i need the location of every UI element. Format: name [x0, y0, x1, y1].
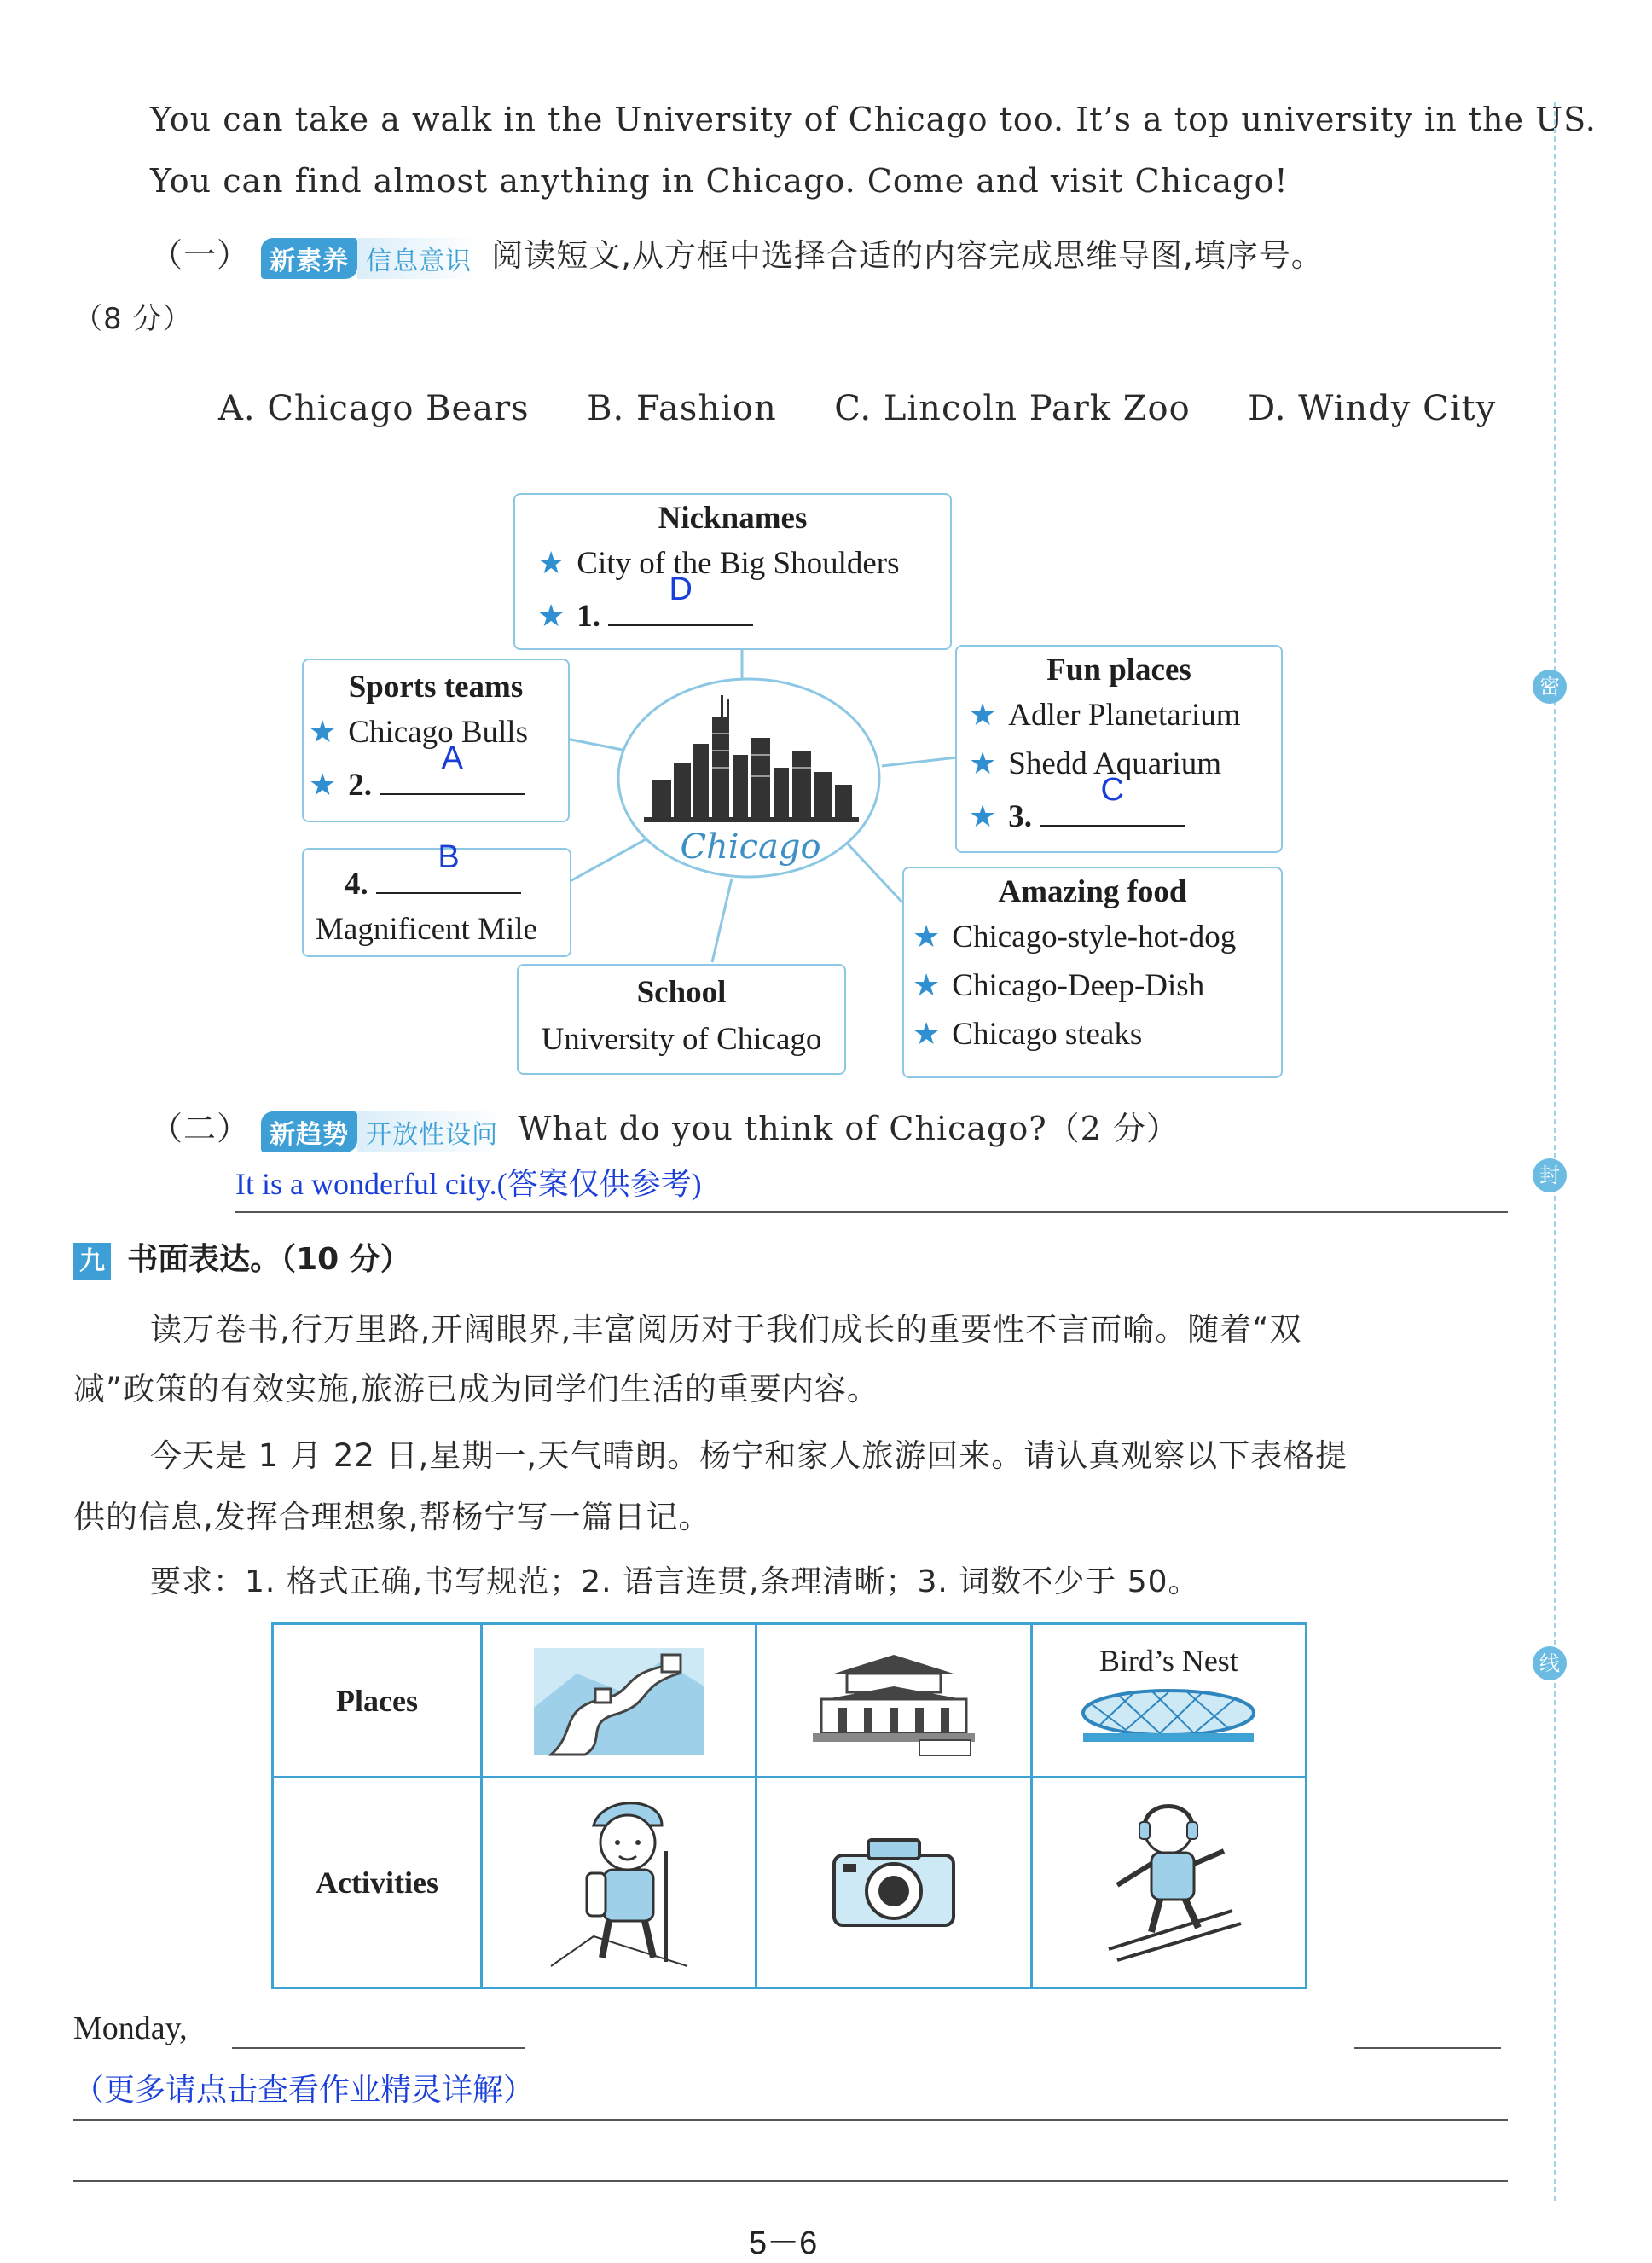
hiking-cell [482, 1778, 756, 1988]
fun-places-item-2: ★ Shedd Aquarium [969, 746, 1222, 781]
star-icon: ★ [969, 698, 997, 732]
sports-item-1: ★ Chicago Bulls [309, 715, 528, 750]
fun-places-title: Fun places [1046, 653, 1191, 688]
section9-p2b: 供的信息,发挥合理想象,帮杨宁写一篇日记。 [73, 1499, 711, 1535]
part2-header [150, 1102, 1180, 1152]
places-activities-table [271, 1622, 1307, 1989]
section9-p1: 读万卷书,行万里路,开阔眼界,丰富阅历对于我们成长的重要性不言而喻。随着“双 [150, 1311, 1302, 1348]
part2-tag: 新趋势 [261, 1111, 357, 1152]
section9-requirements: 要求：1. 格式正确,书写规范；2. 语言连贯,条理清晰；3. 词数不少于 50。 [150, 1564, 1200, 1599]
part1-number: （一） [150, 236, 251, 274]
seal-mark-xian: 线 [1533, 1646, 1567, 1680]
page-number: 5－6 [749, 2225, 818, 2261]
food-box [902, 867, 1283, 1078]
fun-places-item-1: ★ Adler Planetarium [969, 698, 1241, 733]
part2-answer-line [235, 1211, 1508, 1213]
star-icon: ★ [309, 715, 337, 749]
great-wall-icon [525, 1639, 713, 1759]
passage-line-1: You can take a walk in the University of Chicago too. It’s a top university in the US. [150, 101, 1597, 138]
writing-line-1[interactable] [73, 2119, 1508, 2121]
tiananmen-icon [800, 1639, 988, 1759]
star-icon: ★ [913, 968, 941, 1002]
sports-title: Sports teams [348, 670, 524, 705]
camera-cell [756, 1778, 1031, 1988]
great-wall-cell [482, 1624, 756, 1778]
answer-blank-2[interactable] [380, 740, 525, 795]
diary-date-line[interactable] [232, 2047, 525, 2049]
binding-line [1554, 102, 1556, 2201]
sports-blank: ★ 2. A [309, 763, 568, 804]
school-box [517, 964, 846, 1075]
seal-mark-feng: 封 [1533, 1158, 1567, 1192]
writing-line-2[interactable] [73, 2180, 1508, 2182]
birds-nest-label: Bird’s Nest [1098, 1643, 1238, 1678]
star-icon: ★ [969, 799, 997, 833]
section9-title: 书面表达。（10 分） [127, 1242, 411, 1277]
passage-line-2: You can find almost anything in Chicago. Come and visit Chicago! [150, 162, 1289, 200]
diary-more-link[interactable]: （更多请点击查看作业精灵详解） [73, 2073, 535, 2108]
shopping-item-1: Magnificent Mile [316, 912, 537, 947]
birds-nest-icon [1075, 1679, 1262, 1747]
chicago-center [627, 682, 874, 870]
option-b: B. Fashion [587, 389, 777, 428]
skiing-boy-icon [1083, 1791, 1254, 1970]
food-item-3: ★ Chicago steaks [913, 1017, 1143, 1052]
star-icon: ★ [913, 920, 941, 954]
section9-badge: 九 [73, 1243, 111, 1280]
food-title: Amazing food [998, 874, 1187, 909]
part2-question: What do you think of Chicago?（2 分） [518, 1110, 1180, 1147]
skiing-cell [1031, 1778, 1306, 1988]
part1-score: （8 分） [73, 302, 193, 336]
part2-number: （二） [150, 1110, 251, 1147]
answer-4: B [438, 839, 460, 875]
chicago-label: Chicago [680, 827, 821, 867]
nicknames-blank: ★ 1. D [537, 594, 950, 635]
star-icon: ★ [537, 599, 565, 633]
part2-tag-sub: 开放性设问 [357, 1111, 507, 1152]
diary-weather-line[interactable] [1354, 2047, 1501, 2049]
food-item-1: ★ Chicago-style-hot-dog [913, 920, 1237, 955]
food-item-2: ★ Chicago-Deep-Dish [913, 968, 1205, 1003]
part2-answer: It is a wonderful city.(答案仅供参考) [235, 1167, 702, 1201]
option-a: A. Chicago Bears [218, 389, 530, 428]
diary-day: Monday, [73, 2011, 188, 2046]
star-icon: ★ [309, 768, 337, 802]
answer-blank-3[interactable] [1040, 772, 1185, 827]
part1-instruction: 阅读短文,从方框中选择合适的内容完成思维导图,填序号。 [491, 237, 1324, 274]
answer-3: C [1100, 772, 1124, 808]
activities-header: Activities [273, 1778, 482, 1988]
answer-2: A [441, 740, 463, 776]
option-d: D. Windy City [1248, 389, 1497, 428]
star-icon: ★ [969, 746, 997, 780]
school-title: School [636, 975, 727, 1010]
chicago-skyline-icon [627, 682, 874, 827]
nicknames-title: Nicknames [658, 501, 808, 536]
tiananmen-cell [756, 1624, 1031, 1778]
seal-mark-mi: 密 [1533, 670, 1567, 704]
places-header: Places [273, 1624, 482, 1778]
option-c: C. Lincoln Park Zoo [834, 389, 1191, 428]
shopping-blank: 4. B [345, 862, 570, 902]
hiking-boy-icon [534, 1791, 704, 1970]
section9-p1b: 减”政策的有效实施,旅游已成为同学们生活的重要内容。 [73, 1371, 879, 1407]
star-icon: ★ [537, 546, 565, 580]
answer-blank-1[interactable] [608, 572, 753, 626]
section9-p2: 今天是 1 月 22 日,星期一,天气晴朗。杨宁和家人旅游回来。请认真观察以下表格提 [150, 1437, 1348, 1474]
answer-1: D [669, 572, 693, 607]
nicknames-box [513, 493, 952, 650]
fun-places-blank: ★ 3. C [969, 794, 1281, 835]
birds-nest-cell [1031, 1624, 1306, 1778]
section9-header [73, 1235, 411, 1280]
nicknames-item-1: ★ City of the Big Shoulders [537, 546, 900, 581]
part1-tag-sub: 信息意识 [357, 238, 480, 279]
shopping-box [302, 839, 571, 957]
star-icon: ★ [913, 1017, 941, 1051]
school-item-1: University of Chicago [541, 1022, 822, 1057]
part1-tag: 新素养 [261, 238, 357, 279]
fun-places-box [955, 645, 1283, 853]
sports-box [302, 659, 570, 822]
camera-icon [826, 1830, 962, 1932]
